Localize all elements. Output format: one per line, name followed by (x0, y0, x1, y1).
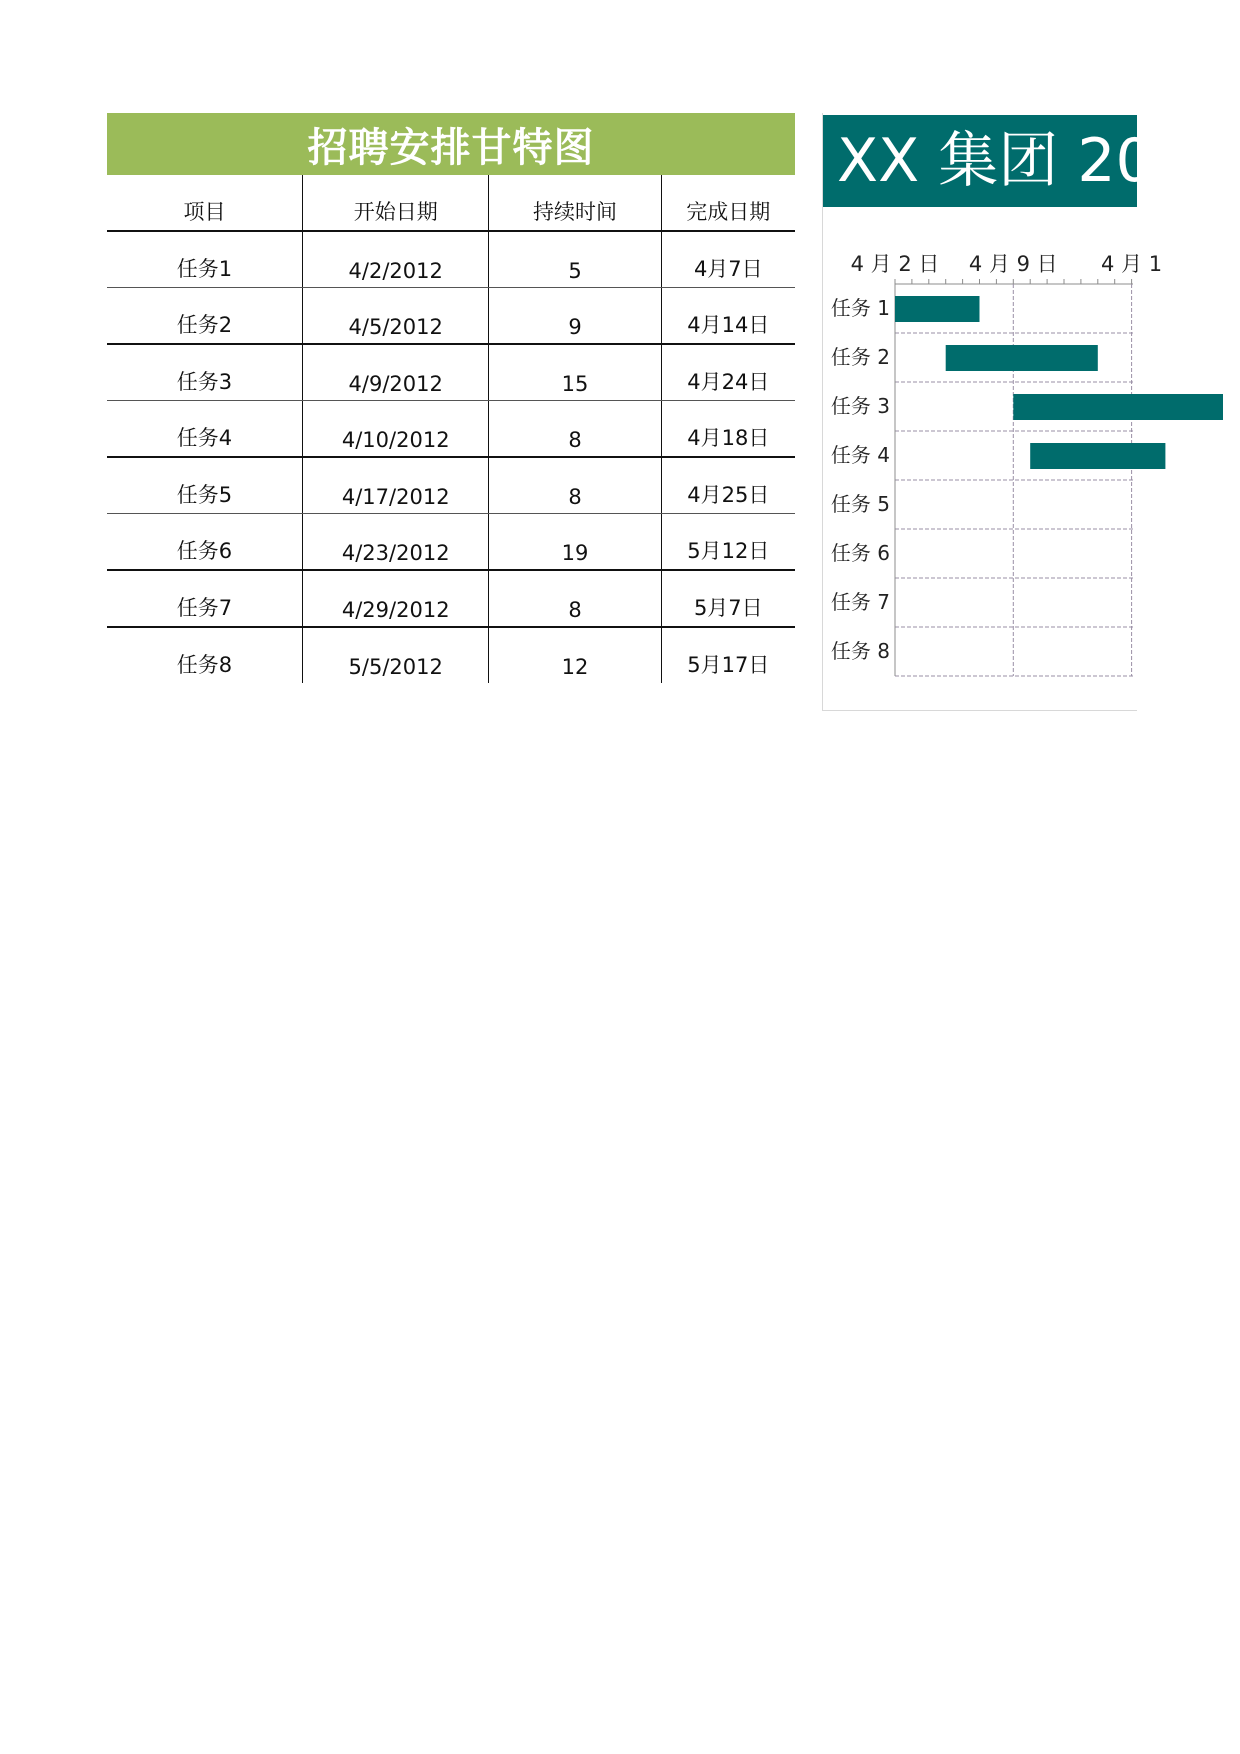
table-row (107, 344, 795, 401)
cell-end: 5月12日 (661, 514, 795, 571)
table-row (107, 514, 795, 571)
cell-start: 4/10/2012 (302, 401, 489, 458)
cell-item: 任务8 (176, 653, 233, 677)
cell-start: 4/29/2012 (302, 570, 489, 627)
category-label: 任务 4 (830, 443, 890, 467)
gantt-chart (823, 113, 1163, 710)
x-tick-label: 4 月 2 日 (850, 252, 940, 276)
cell-duration: 12 (489, 627, 661, 683)
category-label: 任务 8 (830, 639, 890, 663)
cell-end: 4月25日 (661, 457, 795, 514)
cell-item: 任务3 (107, 344, 302, 401)
cell-start: 5/5/2012 (302, 627, 489, 683)
gantt-table-title: 招聘安排甘特图 (107, 113, 795, 175)
cell-duration: 8 (489, 570, 661, 627)
gantt-bar (1013, 394, 1223, 420)
cell-end: 4月24日 (661, 344, 795, 401)
cell-item: 任务5 (107, 457, 302, 514)
table-row (107, 288, 795, 345)
table-header-row (107, 175, 795, 231)
header-start-date: 开始日期 (302, 175, 489, 231)
header-duration: 持续时间 (489, 175, 661, 231)
category-label: 任务 6 (830, 541, 890, 565)
cell-item: 任务2 (107, 288, 302, 345)
gantt-bar (895, 296, 980, 322)
table-row (107, 457, 795, 514)
table-row (107, 231, 795, 288)
cell-item: 任务1 (107, 231, 302, 288)
category-label: 任务 7 (830, 590, 890, 614)
cell-end: 5月7日 (661, 570, 795, 627)
cell-duration: 8 (489, 401, 661, 458)
category-label: 任务 1 (830, 296, 890, 320)
cell-end: 5月17日 (661, 627, 795, 683)
chart-header-title: XX 集团 20 (823, 115, 1137, 207)
category-label: 任务 3 (830, 394, 890, 418)
cell-duration: 8 (489, 457, 661, 514)
cell-end: 4月18日 (661, 401, 795, 458)
schedule-table (107, 175, 795, 683)
cell-duration: 19 (489, 514, 661, 571)
cell-start: 4/17/2012 (302, 457, 489, 514)
header-end-date: 完成日期 (661, 175, 795, 231)
cell-duration: 5 (489, 231, 661, 288)
x-tick-label: 4 月 1 (1101, 252, 1163, 276)
cell-start: 4/5/2012 (302, 288, 489, 345)
cell-duration: 9 (489, 288, 661, 345)
table-row (107, 570, 795, 627)
cell-duration: 15 (489, 344, 661, 401)
gantt-chart-panel (822, 113, 1163, 711)
cell-start: 4/2/2012 (302, 231, 489, 288)
header-item: 项目 (107, 175, 302, 231)
cell-item: 任务6 (107, 514, 302, 571)
table-row (107, 627, 795, 683)
gantt-bar (946, 345, 1098, 371)
cell-start: 4/9/2012 (302, 344, 489, 401)
table-row (107, 401, 795, 458)
cell-end: 4月14日 (661, 288, 795, 345)
cell-item: 任务7 (107, 570, 302, 627)
cell-end: 4月7日 (661, 231, 795, 288)
cell-item: 任务4 (107, 401, 302, 458)
category-label: 任务 2 (830, 345, 890, 369)
cell-start: 4/23/2012 (302, 514, 489, 571)
category-label: 任务 5 (830, 492, 890, 516)
gantt-bar (1030, 443, 1165, 469)
x-tick-label: 4 月 9 日 (968, 252, 1058, 276)
